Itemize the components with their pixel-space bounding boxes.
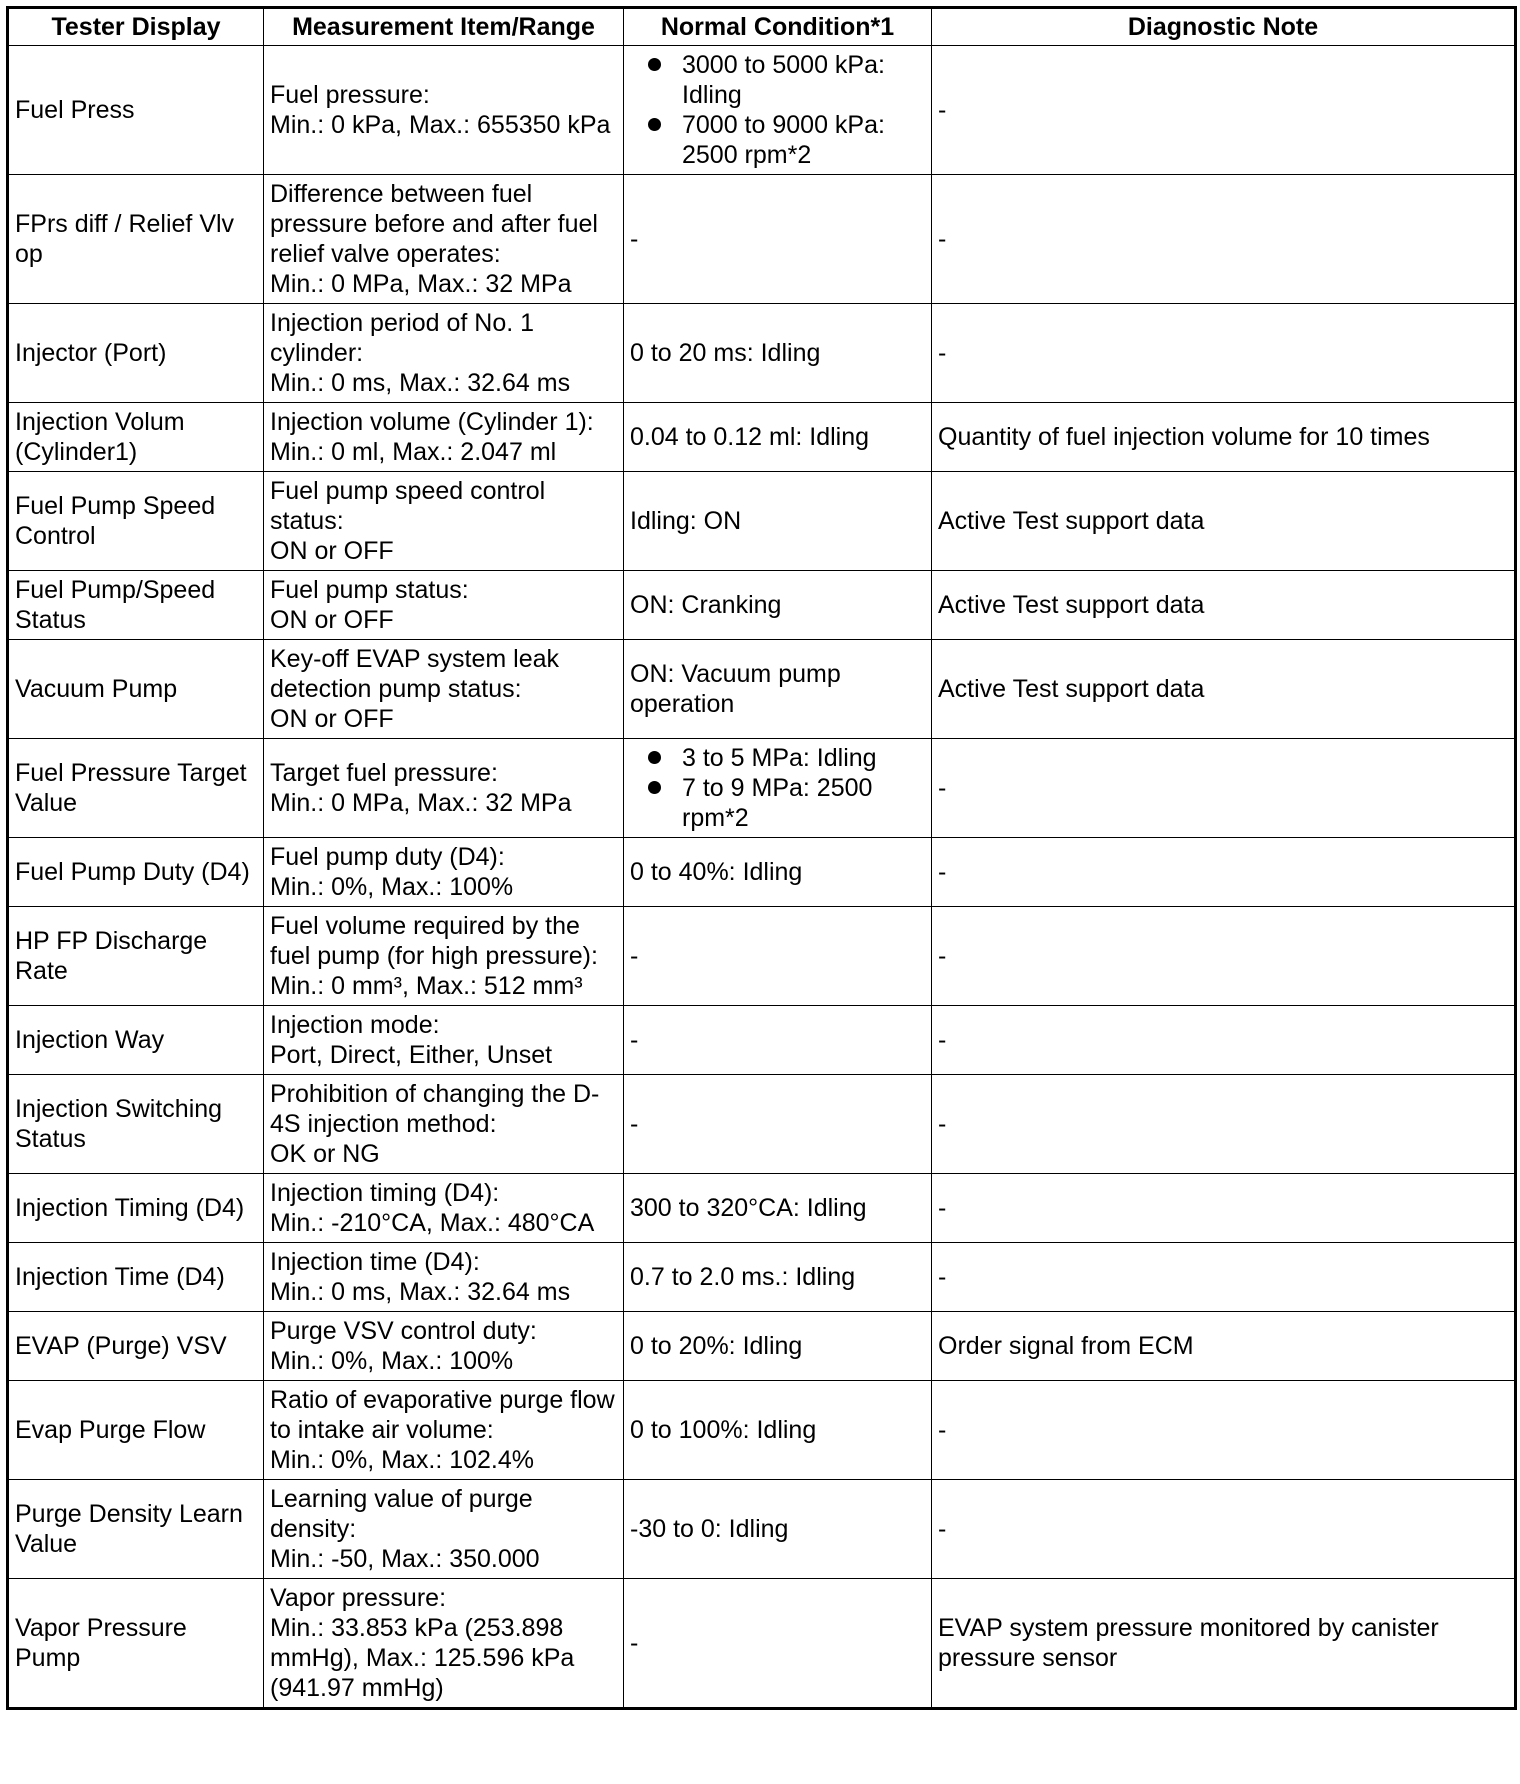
cell-tester-display: Purge Density Learn Value: [8, 1480, 264, 1579]
cell-tester-display: Injection Time (D4): [8, 1243, 264, 1312]
measurement-line: Learning value of purge density:: [270, 1485, 533, 1543]
cell-diagnostic-note: EVAP system pressure monitored by canister pressure sensor: [932, 1579, 1516, 1709]
measurement-line: Min.: 0 mm³, Max.: 512 mm³: [270, 972, 583, 1000]
cell-measurement-item: [264, 838, 624, 907]
document-page: [6, 6, 1514, 1710]
measurement-line: ON or OFF: [270, 705, 394, 733]
measurement-line: Min.: 0 ms, Max.: 32.64 ms: [270, 1278, 571, 1306]
cell-tester-display: Fuel Pump Speed Control: [8, 472, 264, 571]
table-row: [8, 1006, 1516, 1075]
cell-normal-condition: [624, 46, 932, 175]
table-row: [8, 1312, 1516, 1381]
cell-normal-condition: ON: Cranking: [624, 571, 932, 640]
cell-normal-condition: 300 to 320°CA: Idling: [624, 1174, 932, 1243]
cell-diagnostic-note: -: [932, 1174, 1516, 1243]
cell-diagnostic-note: Active Test support data: [932, 640, 1516, 739]
cell-measurement-item: [264, 1381, 624, 1480]
table-row: [8, 1243, 1516, 1312]
cell-diagnostic-note: -: [932, 739, 1516, 838]
measurement-line: Key-off EVAP system leak detection pump status:: [270, 645, 560, 703]
cell-normal-condition: 0 to 20%: Idling: [624, 1312, 932, 1381]
cell-diagnostic-note: -: [932, 1243, 1516, 1312]
cell-tester-display: Injection Volum (Cylinder1): [8, 403, 264, 472]
measurement-line: Injection timing (D4):: [270, 1179, 500, 1207]
cell-normal-condition: -: [624, 1006, 932, 1075]
measurement-line: Target fuel pressure:: [270, 759, 498, 787]
cell-normal-condition: -: [624, 175, 932, 304]
table-row: [8, 472, 1516, 571]
measurement-line: Min.: 0%, Max.: 100%: [270, 873, 514, 901]
cell-normal-condition: [624, 739, 932, 838]
cell-tester-display: Fuel Pump Duty (D4): [8, 838, 264, 907]
cell-measurement-item: [264, 403, 624, 472]
cell-tester-display: Vapor Pressure Pump: [8, 1579, 264, 1709]
measurement-line: Min.: 0 MPa, Max.: 32 MPa: [270, 270, 572, 298]
cell-measurement-item: [264, 640, 624, 739]
cell-diagnostic-note: Order signal from ECM: [932, 1312, 1516, 1381]
measurement-line: Port, Direct, Either, Unset: [270, 1041, 553, 1069]
measurement-line: Ratio of evaporative purge flow to intake air volume:: [270, 1386, 615, 1444]
cell-measurement-item: [264, 304, 624, 403]
cell-normal-condition: 0 to 20 ms: Idling: [624, 304, 932, 403]
condition-bullet-list: [630, 743, 925, 833]
cell-measurement-item: [264, 1579, 624, 1709]
table-header-row: [8, 8, 1516, 46]
cell-normal-condition: ON: Vacuum pump operation: [624, 640, 932, 739]
cell-measurement-item: [264, 472, 624, 571]
cell-diagnostic-note: -: [932, 1006, 1516, 1075]
cell-diagnostic-note: -: [932, 907, 1516, 1006]
cell-diagnostic-note: -: [932, 1480, 1516, 1579]
table-row: [8, 838, 1516, 907]
cell-diagnostic-note: -: [932, 304, 1516, 403]
cell-measurement-item: [264, 1243, 624, 1312]
measurement-line: Prohibition of changing the D-4S injection method:: [270, 1080, 600, 1138]
measurement-line: Min.: -50, Max.: 350.000: [270, 1545, 540, 1573]
data-list-table: [6, 6, 1517, 1710]
condition-bullet-item: 3 to 5 MPa: Idling: [630, 743, 925, 773]
condition-bullet-list: [630, 50, 925, 170]
cell-normal-condition: 0 to 100%: Idling: [624, 1381, 932, 1480]
measurement-line: Fuel volume required by the fuel pump (for high pressure):: [270, 912, 598, 970]
table-row: [8, 907, 1516, 1006]
cell-tester-display: EVAP (Purge) VSV: [8, 1312, 264, 1381]
cell-tester-display: Vacuum Pump: [8, 640, 264, 739]
table-row: [8, 640, 1516, 739]
table-row: [8, 1075, 1516, 1174]
cell-normal-condition: -: [624, 1579, 932, 1709]
measurement-line: Vapor pressure:: [270, 1584, 447, 1612]
cell-normal-condition: 0.04 to 0.12 ml: Idling: [624, 403, 932, 472]
cell-normal-condition: 0.7 to 2.0 ms.: Idling: [624, 1243, 932, 1312]
table-row: [8, 403, 1516, 472]
measurement-line: Min.: 0 MPa, Max.: 32 MPa: [270, 789, 572, 817]
cell-tester-display: Injection Timing (D4): [8, 1174, 264, 1243]
table-row: [8, 1174, 1516, 1243]
measurement-line: Min.: 0 ml, Max.: 2.047 ml: [270, 438, 557, 466]
table-row: [8, 571, 1516, 640]
cell-measurement-item: [264, 1075, 624, 1174]
cell-tester-display: Injector (Port): [8, 304, 264, 403]
cell-diagnostic-note: -: [932, 1381, 1516, 1480]
measurement-line: Fuel pump status:: [270, 576, 469, 604]
measurement-line: ON or OFF: [270, 606, 394, 634]
table-row: [8, 304, 1516, 403]
cell-diagnostic-note: -: [932, 175, 1516, 304]
cell-measurement-item: [264, 1006, 624, 1075]
header-diagnostic-note: Diagnostic Note: [932, 8, 1516, 46]
cell-normal-condition: Idling: ON: [624, 472, 932, 571]
measurement-line: Injection time (D4):: [270, 1248, 480, 1276]
cell-measurement-item: [264, 1312, 624, 1381]
cell-normal-condition: -30 to 0: Idling: [624, 1480, 932, 1579]
cell-diagnostic-note: Quantity of fuel injection volume for 10 times: [932, 403, 1516, 472]
cell-tester-display: Injection Way: [8, 1006, 264, 1075]
cell-tester-display: Fuel Pressure Target Value: [8, 739, 264, 838]
table-row: [8, 739, 1516, 838]
measurement-line: Min.: -210°CA, Max.: 480°CA: [270, 1209, 595, 1237]
measurement-line: Difference between fuel pressure before and after fuel relief valve operates:: [270, 180, 598, 268]
header-normal-condition: Normal Condition*1: [624, 8, 932, 46]
table-body: [8, 46, 1516, 1709]
condition-bullet-item: 7 to 9 MPa: 2500 rpm*2: [630, 773, 925, 833]
cell-tester-display: HP FP Discharge Rate: [8, 907, 264, 1006]
measurement-line: Min.: 33.853 kPa (253.898 mmHg), Max.: 125.596 kPa (941.97 mmHg): [270, 1614, 575, 1702]
table-row: [8, 46, 1516, 175]
cell-diagnostic-note: Active Test support data: [932, 472, 1516, 571]
cell-tester-display: Fuel Pump/Speed Status: [8, 571, 264, 640]
measurement-line: Injection mode:: [270, 1011, 440, 1039]
measurement-line: OK or NG: [270, 1140, 380, 1168]
cell-normal-condition: -: [624, 1075, 932, 1174]
measurement-line: Injection volume (Cylinder 1):: [270, 408, 594, 436]
measurement-line: Min.: 0 ms, Max.: 32.64 ms: [270, 369, 571, 397]
measurement-line: ON or OFF: [270, 537, 394, 565]
measurement-line: Min.: 0%, Max.: 100%: [270, 1347, 514, 1375]
cell-measurement-item: [264, 1174, 624, 1243]
cell-diagnostic-note: -: [932, 1075, 1516, 1174]
table-row: [8, 1579, 1516, 1709]
cell-diagnostic-note: -: [932, 838, 1516, 907]
table-row: [8, 1381, 1516, 1480]
cell-measurement-item: [264, 571, 624, 640]
cell-normal-condition: -: [624, 907, 932, 1006]
cell-measurement-item: [264, 175, 624, 304]
table-row: [8, 175, 1516, 304]
measurement-line: Fuel pump speed control status:: [270, 477, 546, 535]
measurement-line: Fuel pump duty (D4):: [270, 843, 505, 871]
measurement-line: Min.: 0 kPa, Max.: 655350 kPa: [270, 111, 611, 139]
measurement-line: Injection period of No. 1 cylinder:: [270, 309, 535, 367]
table-row: [8, 1480, 1516, 1579]
cell-measurement-item: [264, 1480, 624, 1579]
cell-diagnostic-note: Active Test support data: [932, 571, 1516, 640]
cell-measurement-item: [264, 46, 624, 175]
cell-tester-display: FPrs diff / Relief Vlv op: [8, 175, 264, 304]
measurement-line: Fuel pressure:: [270, 81, 430, 109]
cell-tester-display: Fuel Press: [8, 46, 264, 175]
condition-bullet-item: 3000 to 5000 kPa: Idling: [630, 50, 925, 110]
cell-measurement-item: [264, 907, 624, 1006]
cell-normal-condition: 0 to 40%: Idling: [624, 838, 932, 907]
header-tester-display: Tester Display: [8, 8, 264, 46]
cell-tester-display: Evap Purge Flow: [8, 1381, 264, 1480]
condition-bullet-item: 7000 to 9000 kPa: 2500 rpm*2: [630, 110, 925, 170]
measurement-line: Purge VSV control duty:: [270, 1317, 537, 1345]
header-measurement-item: Measurement Item/Range: [264, 8, 624, 46]
measurement-line: Min.: 0%, Max.: 102.4%: [270, 1446, 535, 1474]
cell-tester-display: Injection Switching Status: [8, 1075, 264, 1174]
cell-diagnostic-note: -: [932, 46, 1516, 175]
cell-measurement-item: [264, 739, 624, 838]
